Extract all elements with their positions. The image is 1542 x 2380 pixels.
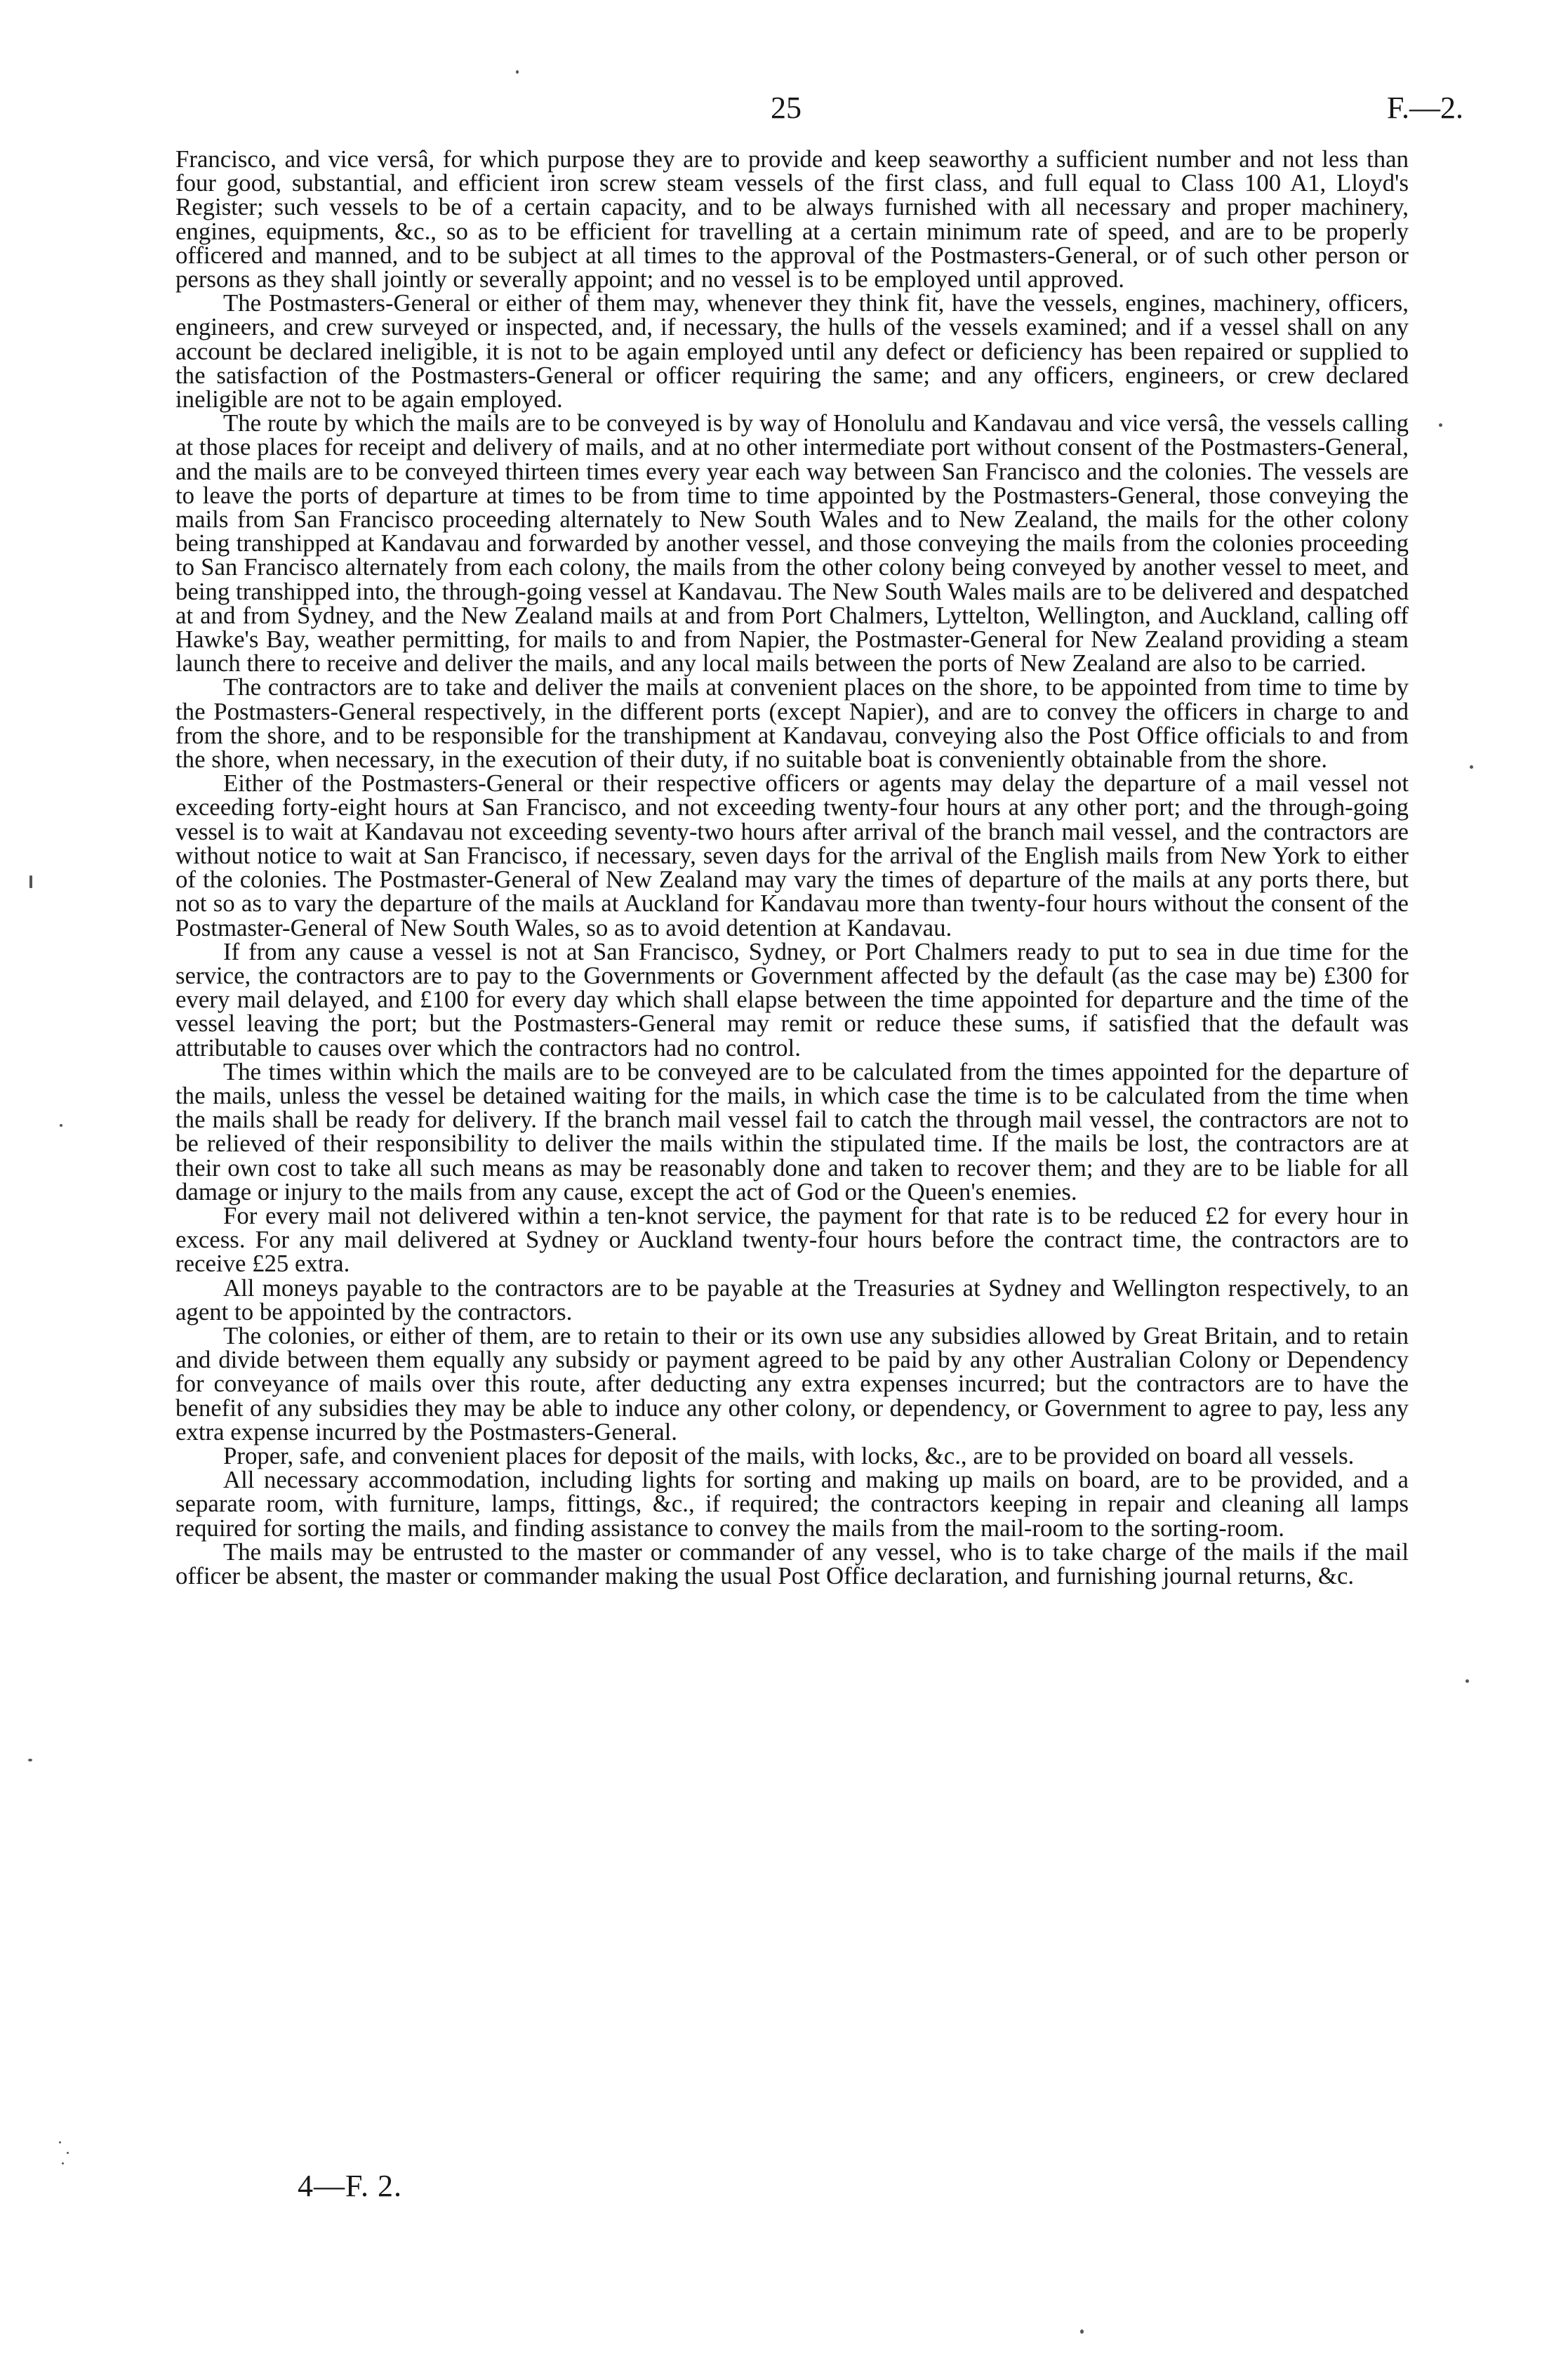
paragraph-payment-reduction: For every mail not delivered within a ten-knot service, the payment for that rate is to be reduced £2 for every hour in excess. For any mail delivered at Sydney or Auckland twenty-four hours before the contract time, the contractors are to receive £25 extra.	[175, 1201, 1409, 1278]
paragraph-deposit: Proper, safe, and convenient places for deposit of the mails, with locks, &c., are to be provided on board all vessels.	[223, 1441, 1355, 1469]
scan-speck	[1439, 423, 1442, 427]
scan-speck	[1465, 1679, 1469, 1683]
paragraph-subsidies: The colonies, or either of them, are to retain to their or its own use any subsidies allowed by Great Britain, and to retain and divide between them equally any subsidy or payment agreed to be paid by any other Australian Colony or Dependency for conveyance of mails over this route, after deducting any extra expenses incurred; but the contractors are to have the benefit of any subsidies they may be able to induce any other colony, or dependency, or Government to agree to pay, less any extra expense incurred by the Postmasters-General.	[175, 1321, 1409, 1446]
scan-speck	[516, 70, 519, 74]
scan-speck	[67, 2152, 69, 2154]
scan-speck	[60, 1124, 62, 1127]
page-number: 25	[771, 91, 802, 125]
body-text	[175, 147, 1409, 1588]
paragraph-vessels: Francisco, and vice versâ, for which purpose they are to provide and keep seaworthy a sufficient number and not less than four good, substantial, and efficient iron screw steam vessels of the first class, and full equal to Class 100 A1, Lloyd's Register; such vessels to be of a certain capacity, and to be always furnished with all necessary and proper machinery, engines, equipments, &c., so as to be efficient for travelling at a certain minimum rate of speed, and are to be properly officered and manned, and to be subject at all times to the approval of the Postmasters-General, or of such other person or persons as they shall jointly or severally appoint; and no vessel is to be employed until approved.	[175, 145, 1409, 293]
paragraph-accommodation: All necessary accommodation, including lights for sorting and making up mails on board, are to be provided, and a separate room, with furniture, lamps, fittings, &c., if required; the contractors keeping in repair and cleaning all lamps required for sorting the mails, and finding assistance to convey the mails from the mail-room to the sorting-room.	[175, 1466, 1409, 1542]
scan-speck	[1080, 2329, 1084, 2334]
scan-speck	[29, 875, 32, 888]
paragraph-shore-delivery: The contractors are to take and deliver the mails at convenient places on the shore, to be appointed from time to time by the Postmasters-General respectively, in the different ports (except Napier), and are to convey the officers in charge to and from the shore, and to be responsible for the transhipment at Kandavau, conveying also the Post Office officials to and from the shore, when necessary, in the execution of their duty, if no suitable boat is conveniently obtainable from the shore.	[175, 673, 1409, 774]
paragraph-times: The times within which the mails are to be conveyed are to be calculated from the times appointed for the departure of the mails, unless the vessel be detained waiting for the mails, in which case the time is to be calculated from the time when the mails shall be ready for delivery. If the branch mail vessel fail to catch the through mail vessel, the contractors are not to be relieved of their responsibility to deliver the mails within the stipulated time. If the mails be lost, the contractors are at their own cost to take all such means as may be reasonably done and taken to recover them; and they are to be liable for all damage or injury to the mails from any cause, except the act of God or the Queen's enemies.	[175, 1057, 1409, 1205]
scan-speck	[28, 1759, 32, 1761]
scan-speck	[59, 2141, 61, 2143]
paragraph-moneys: All moneys payable to the contractors are to be payable at the Treasuries at Sydney and Wellington respectively, to an agent to be appointed by the contractors.	[175, 1274, 1409, 1325]
signature-mark: 4—F. 2.	[298, 2169, 402, 2203]
paragraph-penalties: If from any cause a vessel is not at San Francisco, Sydney, or Port Chalmers ready to put to sea in due time for the service, the contractors are to pay to the Governments or Government affected by the default (as the case may be) £300 for every mail delayed, and £100 for every day which shall elapse between the time appointed for departure and the time of the vessel leaving the port; but the Postmasters-General may remit or reduce these sums, if satisfied that the default was attributable to causes over which the contractors had no control.	[175, 937, 1409, 1062]
paragraph-delays: Either of the Postmasters-General or their respective officers or agents may delay the departure of a mail vessel not exceeding forty-eight hours at San Francisco, and not exceeding twenty-four hours at any other port; and the through-going vessel is to wait at Kandavau not exceeding seventy-two hours after arrival of the branch mail vessel, and the contractors are without notice to wait at San Francisco, if necessary, seven days for the arrival of the English mails from New York to either of the colonies. The Postmaster-General of New Zealand may vary the times of departure of the mails at any ports there, but not so as to vary the departure of the mails at Auckland for Kandavau more than twenty-four hours without the consent of the Postmaster-General of New South Wales, so as to avoid detention at Kandavau.	[175, 769, 1409, 941]
paragraph-master: The mails may be entrusted to the master or commander of any vessel, who is to take charge of the mails if the mail officer be absent, the master or commander making the usual Post Office declaration, and furnishing journal returns, &c.	[175, 1538, 1409, 1589]
series-reference: F.—2.	[1387, 91, 1463, 125]
paragraph-route: The route by which the mails are to be conveyed is by way of Honolulu and Kandavau and vice versâ, the vessels calling at those places for receipt and delivery of mails, and at no other intermediate port without consent of the Postmasters-General, and the mails are to be conveyed thirteen times every year each way between San Francisco and the colonies. The vessels are to leave the ports of departure at times to be from time to time appointed by the Postmasters-General, those conveying the mails from San Francisco proceeding alternately to New South Wales and to New Zealand, the mails for the other colony being transhipped at Kandavau and forwarded by another vessel, and those conveying the mails from the colonies proceeding to San Francisco alternately from each colony, the mails from the other colony being conveyed by another vessel to meet, and being transhipped into, the through-going vessel at Kandavau. The New South Wales mails are to be delivered and despatched at and from Sydney, and the New Zealand mails at and from Port Chalmers, Lyttelton, Wellington, and Auckland, calling off Hawke's Bay, weather permitting, for mails to and from Napier, the Postmaster-General for New Zealand providing a steam launch there to receive and deliver the mails, and any local mails between the ports of New Zealand are also to be carried.	[175, 409, 1409, 677]
scan-speck	[1470, 765, 1473, 769]
scan-speck	[62, 2162, 64, 2164]
paragraph-inspection: The Postmasters-General or either of them may, whenever they think fit, have the vessels, engines, machinery, officers, engineers, and crew surveyed or inspected, and, if necessary, the hulls of the vessels examined; and if a vessel shall on any account be declared ineligible, it is not to be again employed until any defect or deficiency has been repaired or supplied to the satisfaction of the Postmasters-General or officer requiring the same; and any officers, engineers, or crew declared ineligible are not to be again employed.	[175, 289, 1409, 414]
